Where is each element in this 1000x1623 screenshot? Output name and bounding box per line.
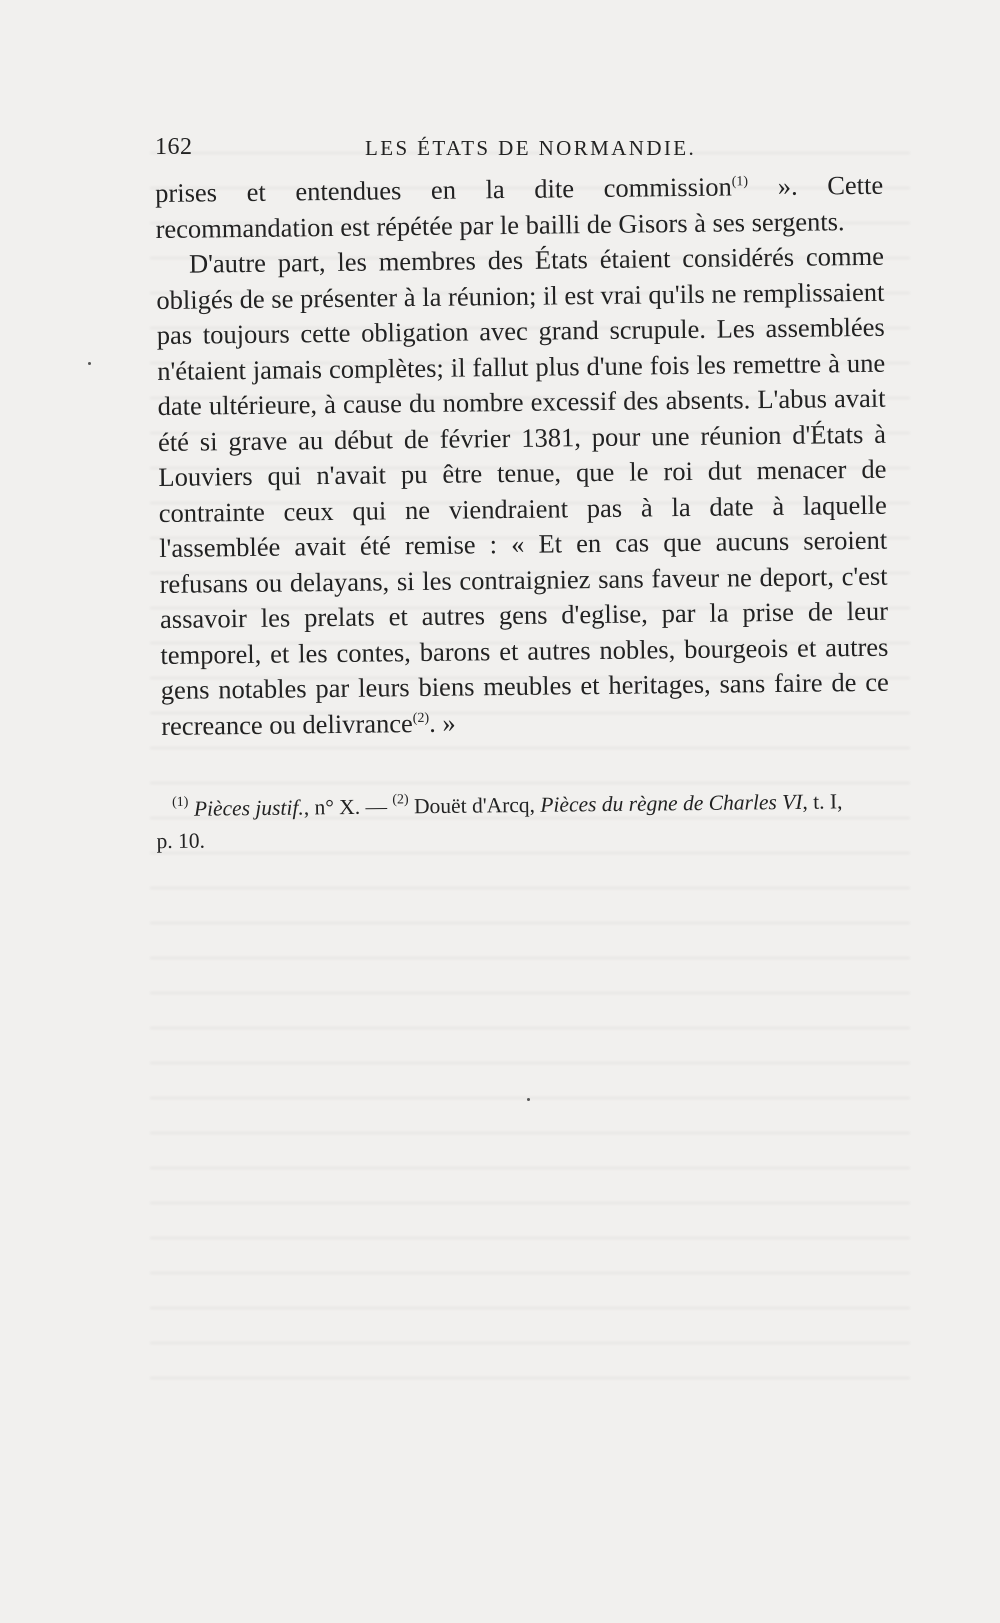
paper-speck xyxy=(527,1098,530,1101)
paragraph-2-text-b: . » xyxy=(428,707,456,738)
footnote-1-title: Pièces justif. xyxy=(193,795,304,821)
footnote-2-author: Douët d'Arcq, xyxy=(408,792,541,819)
footnote-ref-1: (1) xyxy=(731,174,749,190)
paper-speck xyxy=(88,362,91,365)
paragraph-2 xyxy=(156,239,890,744)
running-head: LES ÉTATS DE NORMANDIE. xyxy=(365,136,697,160)
footnote-1-marker: (1) xyxy=(172,794,189,810)
footnotes xyxy=(156,785,893,857)
page-number: 162 xyxy=(155,134,193,160)
paragraph-1-text-a: prises et entendues en la dite commission xyxy=(155,171,732,208)
footnote-ref-2: (2) xyxy=(412,710,430,726)
paragraph-1 xyxy=(155,168,884,247)
footnote-1-rest: , n° X. — xyxy=(303,794,393,820)
footnote-2-marker: (2) xyxy=(392,792,409,808)
paragraph-1-text-b: ». Cette recommandation est répétée par le bailli de Gisors à ses sergents. xyxy=(155,169,884,244)
body-text xyxy=(155,168,889,744)
footnote-2-title: Pièces du règne de Charles VI xyxy=(540,789,803,817)
footnote-2-continuation: p. 10. xyxy=(156,828,206,854)
paragraph-2-text-a: D'autre part, les membres des États étaient considérés comme obligés de se présenter à la réunion; il est vrai qu'ils ne remplissaient pas toujours cette obligation avec grand scrupule. Les assemblées n'étaient jamais complètes; il fallut plus d'une fois les remettre à une date ultérieure, à cause du nombre excessif des absents. L'abus avait été si grave au début de février 1381, pour une réunion d'États à Louviers qui n'avait pu être tenue, que le roi dut menacer de contrainte ceux qui ne viendraient pas à la date à laquelle l'assemblée avait été remise : « Et en cas que aucuns seroient refusans ou delayans, si les contraigniez sans faveur ne deport, c'est assavoir les prelats et autres gens d'eglise, par la prise de leur temporel, et les contes, barons et autres nobles, bourgeois et autres gens notables par leurs biens meubles et heritages, sans faire de ce recreance ou delivrance xyxy=(156,240,889,741)
footnote-2-rest: , t. I, xyxy=(802,789,843,814)
page-header xyxy=(155,134,895,168)
